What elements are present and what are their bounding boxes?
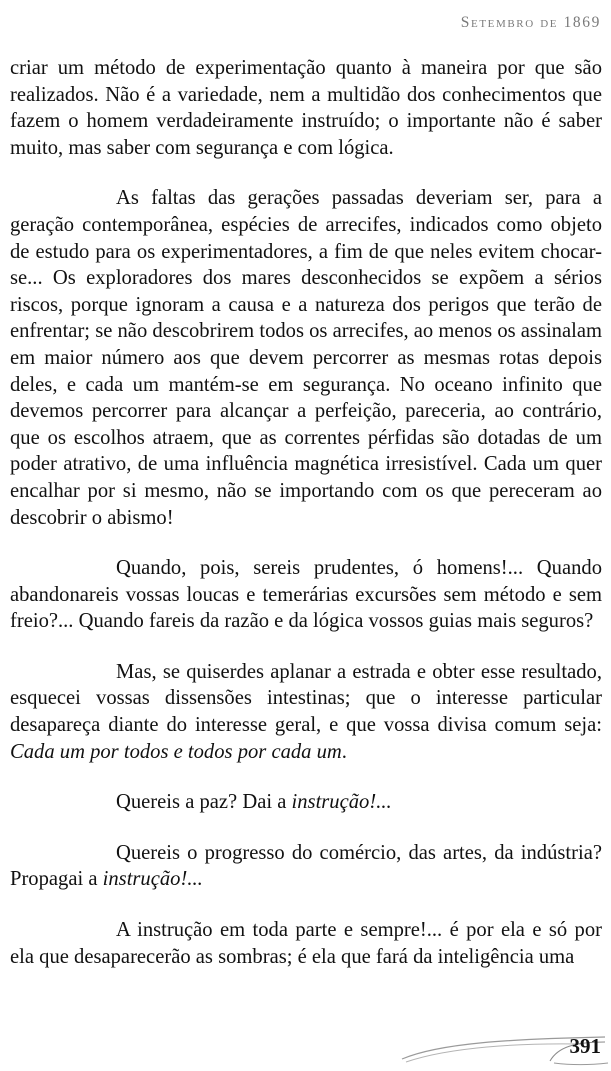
paragraph-emphasis: Cada um por todos e todos por cada um — [10, 740, 342, 763]
paragraph-text: Quereis o progresso do comércio, das artes, da indústria? Propagai a — [10, 841, 602, 891]
paragraph-progresso — [10, 840, 602, 893]
running-head: Setembro de 1869 — [460, 14, 601, 31]
paragraph-emphasis: instrução!... — [102, 868, 203, 891]
paragraph-text-end: . — [341, 740, 347, 763]
paragraph-prudentes: Quando, pois, sereis prudentes, ó homens!... Quando abandonareis vossas loucas e temerárias excursões sem método e sem freio?... Quando fareis da razão e da lógica vossos guias mais seguros? — [10, 557, 602, 633]
page-body — [10, 55, 602, 970]
page-number: 391 — [569, 1034, 601, 1058]
paragraph-instrucao: A instrução em toda parte e sempre!... é por ela e só por ela que desaparecerão as sombras; é ela que fará da inteligência uma — [10, 919, 602, 968]
paragraph-text: Quereis a paz? Dai a — [116, 791, 292, 814]
paragraph-text: Mas, se quiserdes aplanar a estrada e obter esse resultado, esquecei vossas dissensões intestinas; que o interesse particular desapareça diante do interesse geral, e que vossa divisa comum seja: — [10, 660, 602, 737]
paragraph-arrecifes: As faltas das gerações passadas deveriam ser, para a geração contemporânea, espécies de arrecifes, indicados como objeto de estudo para os experimentadores, a fim de que neles evitem chocar-se... Os exploradores dos mares desconhecidos se expõem a sérios riscos, porque ignoram a causa e a natureza dos perigos que terão de enfrentar; se não descobrirem todos os arrecifes, ao menos os assinalam em maior número aos que devem percorrer as mesmas rotas depois deles, e cada um mantém-se em segurança. No oceano infinito que devemos percorrer para alcançar a perfeição, pareceria, ao contrário, que os escolhos atraem, que as correntes pérfidas são dotadas de um poder atrativo, de uma influência magnética irresistível. Cada um quer encalhar por si mesmo, não se importando com os que pereceram ao descobrir o abismo! — [10, 187, 602, 529]
paragraph-paz — [10, 789, 602, 816]
page-folio — [400, 1025, 611, 1071]
paragraph-continuation: criar um método de experimentação quanto à maneira por que são realizados. Não é a variedade, nem a multidão dos conhecimentos que fazem o homem verdadeiramente instruído; o importante não é saber muito, mas saber com segurança e com lógica. — [10, 57, 602, 159]
paragraph-divisa — [10, 659, 602, 765]
paragraph-emphasis: instrução!... — [291, 791, 392, 814]
